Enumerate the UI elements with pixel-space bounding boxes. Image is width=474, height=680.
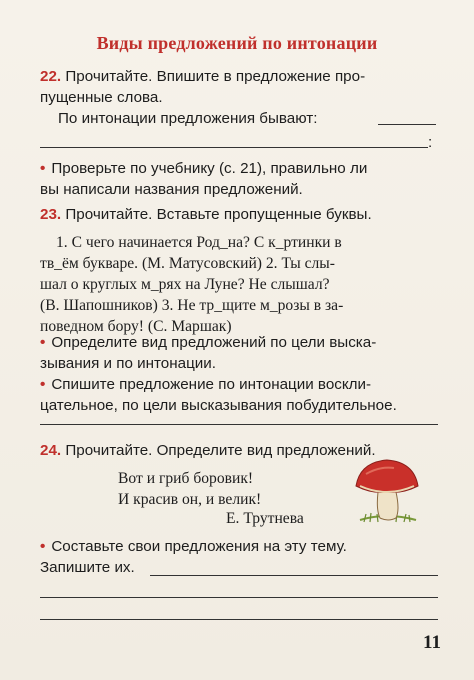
check-line2: вы написали названия предложений. [40, 181, 303, 198]
answer-line[interactable] [40, 424, 438, 425]
exercise-23-bullet2 [40, 374, 440, 416]
passage-line: (В. Шапошников) 3. Не тр_щите м_розы в за- [40, 297, 344, 314]
poem [118, 468, 338, 510]
exercise-23-passage [40, 232, 440, 337]
bullet2-line1: Спишите предложение по интонации воскли- [51, 376, 372, 393]
final-line2: Запишите их. [40, 559, 135, 576]
mushroom-illustration [350, 452, 424, 532]
bullet-icon: • [40, 160, 46, 177]
passage-line: тв_ём букваре. (М. Матусовский) 2. Ты слы- [40, 255, 335, 272]
answer-line[interactable] [40, 597, 438, 598]
exercise-22-number: 22. [40, 68, 62, 85]
exercise-22-text-line1: Прочитайте. Впишите в предложение про- [65, 68, 366, 85]
sentence-colon: : [428, 134, 433, 151]
final-task [40, 536, 440, 578]
exercise-23-number: 23. [40, 206, 62, 223]
exercise-23-bullet1 [40, 332, 440, 374]
exercise-24-text: Прочитайте. Определите вид предложений. [65, 442, 376, 459]
exercise-22-text-line2: пущенные слова. [40, 89, 163, 106]
bullet1-line1: Определите вид предложений по цели выска- [51, 334, 377, 351]
check-line1: Проверьте по учебнику (с. 21), правильно ли [51, 160, 368, 177]
answer-line[interactable] [150, 575, 438, 576]
exercise-23-text: Прочитайте. Вставьте пропущенные буквы. [65, 206, 372, 223]
answer-line[interactable] [378, 124, 436, 125]
answer-line[interactable] [40, 619, 438, 620]
bullet-icon: • [40, 376, 46, 393]
passage-line: поведном бору! (С. Маршак) [40, 318, 232, 335]
check-instruction [40, 158, 440, 200]
answer-line[interactable] [40, 147, 428, 148]
poem-author: Е. Трутнева [226, 510, 304, 527]
bullet2-line2: цательное, по цели высказывания побудительное. [40, 397, 397, 414]
page-title: Виды предложений по интонации [96, 33, 378, 53]
passage-line: шал о круглых м_рях на Луне? Не слышал? [40, 276, 330, 293]
bullet1-line2: зывания и по интонации. [40, 355, 216, 372]
exercise-22-sentence: По интонации предложения бывают: [58, 110, 318, 127]
page-number: 11 [423, 632, 441, 653]
poem-line: Вот и гриб боровик! [118, 470, 254, 487]
exercise-22-task [40, 66, 440, 108]
bullet-icon: • [40, 538, 46, 555]
bullet-icon: • [40, 334, 46, 351]
final-line1: Составьте свои предложения на эту тему. [51, 538, 347, 555]
exercise-23-task [40, 204, 440, 225]
exercise-24-number: 24. [40, 442, 62, 459]
passage-line: 1. С чего начинается Род_на? С к_ртинки в [56, 234, 342, 251]
poem-line: И красив он, и велик! [118, 491, 262, 508]
